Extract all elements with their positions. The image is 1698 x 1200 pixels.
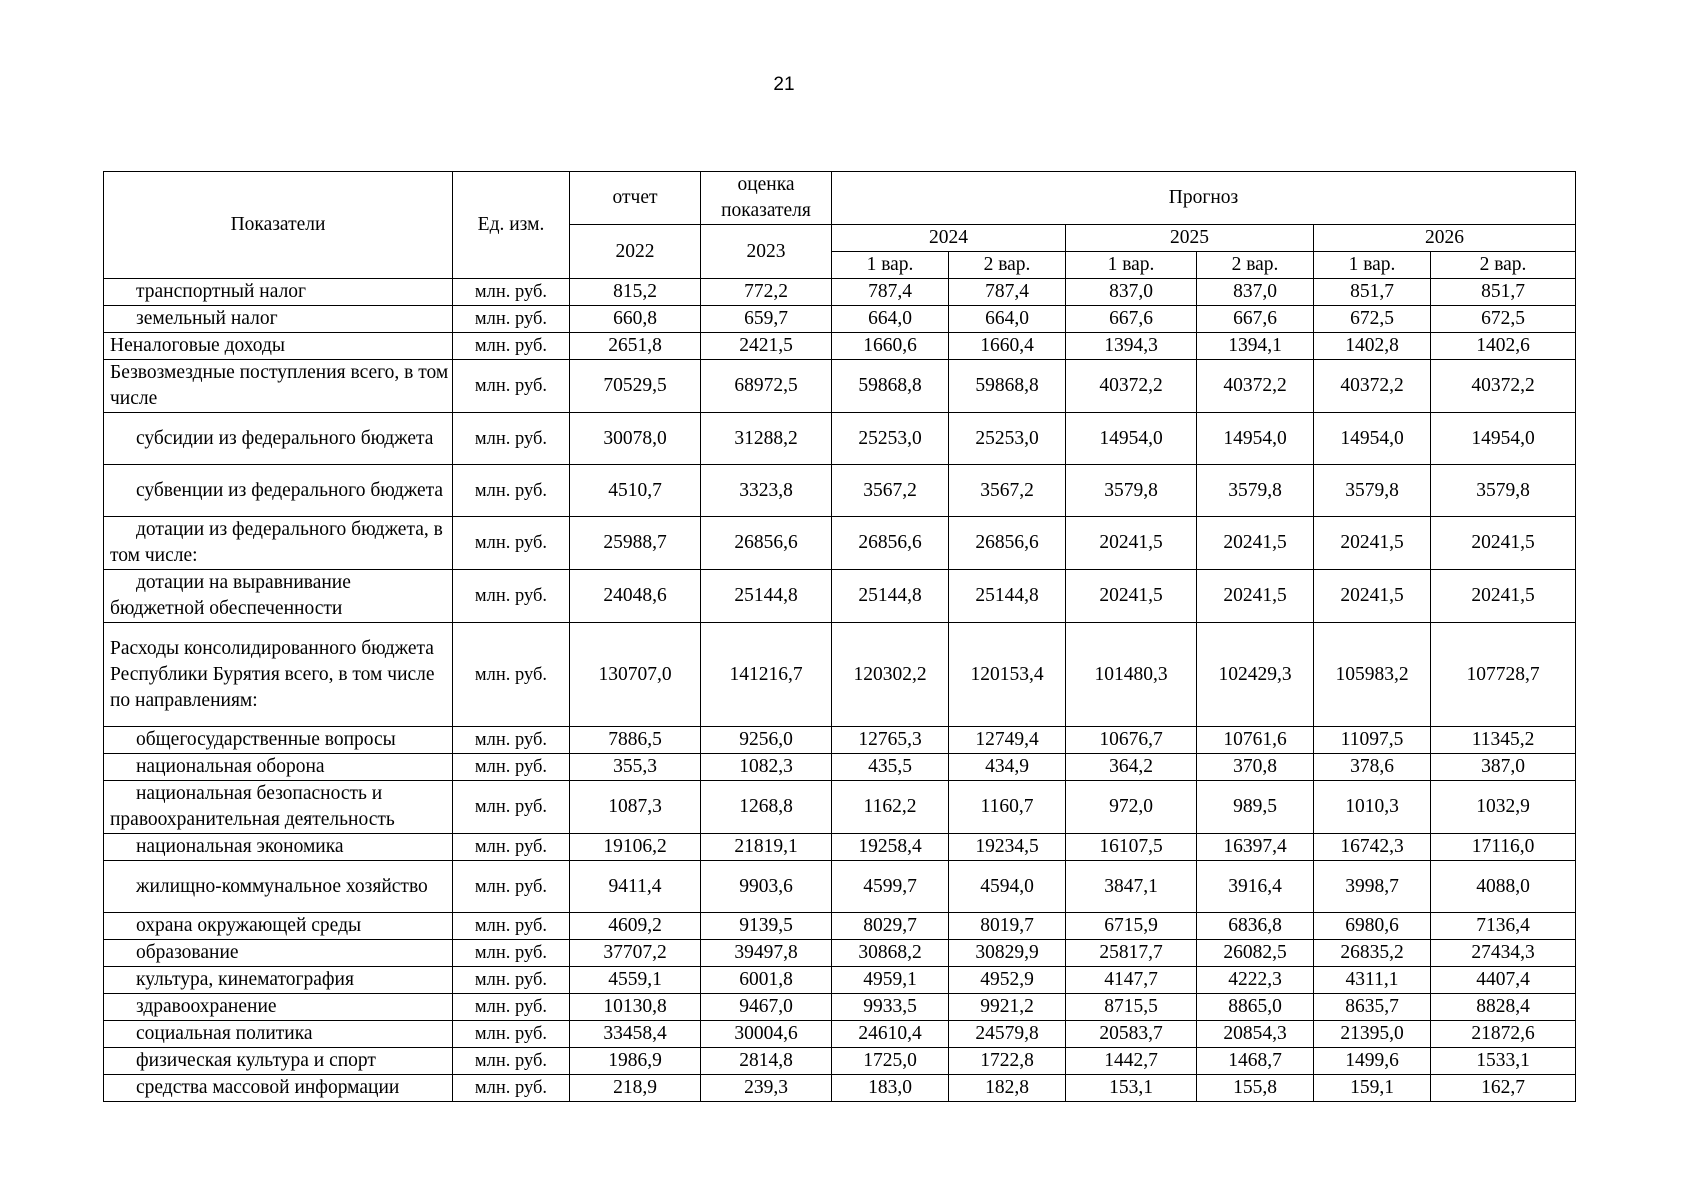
value-2026-var1: 4311,1 bbox=[1314, 967, 1431, 994]
value-2022: 1986,9 bbox=[570, 1048, 701, 1075]
value-2024-var2: 3567,2 bbox=[949, 465, 1066, 517]
table-row bbox=[104, 994, 1576, 1021]
value-2022: 4559,1 bbox=[570, 967, 701, 994]
value-2022: 7886,5 bbox=[570, 727, 701, 754]
value-2022: 1087,3 bbox=[570, 781, 701, 834]
row-name: национальная оборона bbox=[104, 754, 453, 781]
header-2025-var2: 2 вар. bbox=[1197, 252, 1314, 279]
header-2024-var1: 1 вар. bbox=[832, 252, 949, 279]
value-2024-var2: 8019,7 bbox=[949, 913, 1066, 940]
value-2022: 37707,2 bbox=[570, 940, 701, 967]
value-2023: 68972,5 bbox=[701, 360, 832, 413]
table-row bbox=[104, 360, 1576, 413]
value-2026-var2: 8828,4 bbox=[1431, 994, 1576, 1021]
value-2026-var1: 851,7 bbox=[1314, 279, 1431, 306]
value-2025-var2: 837,0 bbox=[1197, 279, 1314, 306]
value-2026-var1: 14954,0 bbox=[1314, 413, 1431, 465]
table-row bbox=[104, 967, 1576, 994]
value-2025-var2: 20241,5 bbox=[1197, 517, 1314, 570]
value-2022: 355,3 bbox=[570, 754, 701, 781]
row-name: национальная экономика bbox=[104, 834, 453, 861]
value-2025-var1: 16107,5 bbox=[1066, 834, 1197, 861]
value-2023: 9139,5 bbox=[701, 913, 832, 940]
value-2025-var2: 16397,4 bbox=[1197, 834, 1314, 861]
value-2024-var1: 1660,6 bbox=[832, 333, 949, 360]
value-2024-var2: 59868,8 bbox=[949, 360, 1066, 413]
value-2022: 33458,4 bbox=[570, 1021, 701, 1048]
value-2025-var2: 40372,2 bbox=[1197, 360, 1314, 413]
value-2026-var1: 20241,5 bbox=[1314, 517, 1431, 570]
header-2026-var2: 2 вар. bbox=[1431, 252, 1576, 279]
value-2024-var2: 4952,9 bbox=[949, 967, 1066, 994]
table-row bbox=[104, 517, 1576, 570]
value-2024-var2: 434,9 bbox=[949, 754, 1066, 781]
value-2024-var1: 787,4 bbox=[832, 279, 949, 306]
value-2025-var1: 20583,7 bbox=[1066, 1021, 1197, 1048]
value-2026-var2: 14954,0 bbox=[1431, 413, 1576, 465]
value-2024-var1: 25144,8 bbox=[832, 570, 949, 623]
value-2025-var1: 10676,7 bbox=[1066, 727, 1197, 754]
row-unit: млн. руб. bbox=[453, 1021, 570, 1048]
value-2023: 659,7 bbox=[701, 306, 832, 333]
row-name: транспортный налог bbox=[104, 279, 453, 306]
value-2024-var1: 24610,4 bbox=[832, 1021, 949, 1048]
value-2026-var2: 672,5 bbox=[1431, 306, 1576, 333]
value-2026-var1: 1010,3 bbox=[1314, 781, 1431, 834]
value-2023: 30004,6 bbox=[701, 1021, 832, 1048]
row-unit: млн. руб. bbox=[453, 967, 570, 994]
table-row bbox=[104, 570, 1576, 623]
table-row bbox=[104, 413, 1576, 465]
row-name: социальная политика bbox=[104, 1021, 453, 1048]
row-unit: млн. руб. bbox=[453, 279, 570, 306]
value-2022: 10130,8 bbox=[570, 994, 701, 1021]
value-2024-var1: 8029,7 bbox=[832, 913, 949, 940]
value-2025-var1: 153,1 bbox=[1066, 1075, 1197, 1102]
row-unit: млн. руб. bbox=[453, 834, 570, 861]
row-name: жилищно-коммунальное хозяйство bbox=[104, 861, 453, 913]
value-2024-var1: 25253,0 bbox=[832, 413, 949, 465]
table-row bbox=[104, 465, 1576, 517]
row-name: земельный налог bbox=[104, 306, 453, 333]
header-year-2026: 2026 bbox=[1314, 225, 1576, 252]
value-2024-var2: 182,8 bbox=[949, 1075, 1066, 1102]
value-2026-var2: 4407,4 bbox=[1431, 967, 1576, 994]
value-2024-var1: 183,0 bbox=[832, 1075, 949, 1102]
value-2025-var1: 1442,7 bbox=[1066, 1048, 1197, 1075]
value-2022: 19106,2 bbox=[570, 834, 701, 861]
value-2025-var2: 3579,8 bbox=[1197, 465, 1314, 517]
page-number: 21 bbox=[773, 74, 795, 95]
indicators-table bbox=[103, 171, 1576, 1102]
value-2023: 9903,6 bbox=[701, 861, 832, 913]
value-2026-var2: 17116,0 bbox=[1431, 834, 1576, 861]
value-2024-var2: 25144,8 bbox=[949, 570, 1066, 623]
value-2023: 21819,1 bbox=[701, 834, 832, 861]
row-name: субсидии из федерального бюджета bbox=[104, 413, 453, 465]
row-unit: млн. руб. bbox=[453, 413, 570, 465]
value-2025-var1: 972,0 bbox=[1066, 781, 1197, 834]
value-2024-var2: 1160,7 bbox=[949, 781, 1066, 834]
value-2026-var2: 3579,8 bbox=[1431, 465, 1576, 517]
value-2026-var1: 378,6 bbox=[1314, 754, 1431, 781]
table-row bbox=[104, 861, 1576, 913]
table-row bbox=[104, 279, 1576, 306]
value-2026-var2: 1032,9 bbox=[1431, 781, 1576, 834]
header-year-2022: 2022 bbox=[570, 225, 701, 279]
value-2024-var2: 664,0 bbox=[949, 306, 1066, 333]
row-name: Безвозмездные поступления всего, в том числе bbox=[104, 360, 453, 413]
row-unit: млн. руб. bbox=[453, 465, 570, 517]
value-2023: 3323,8 bbox=[701, 465, 832, 517]
value-2025-var2: 989,5 bbox=[1197, 781, 1314, 834]
value-2022: 25988,7 bbox=[570, 517, 701, 570]
value-2024-var1: 59868,8 bbox=[832, 360, 949, 413]
value-2024-var1: 26856,6 bbox=[832, 517, 949, 570]
row-unit: млн. руб. bbox=[453, 754, 570, 781]
value-2026-var2: 1533,1 bbox=[1431, 1048, 1576, 1075]
header-2026-var1: 1 вар. bbox=[1314, 252, 1431, 279]
value-2024-var1: 435,5 bbox=[832, 754, 949, 781]
row-name: субвенции из федерального бюджета bbox=[104, 465, 453, 517]
value-2026-var1: 672,5 bbox=[1314, 306, 1431, 333]
value-2026-var1: 26835,2 bbox=[1314, 940, 1431, 967]
value-2025-var2: 1468,7 bbox=[1197, 1048, 1314, 1075]
row-unit: млн. руб. bbox=[453, 727, 570, 754]
value-2023: 26856,6 bbox=[701, 517, 832, 570]
value-2025-var1: 364,2 bbox=[1066, 754, 1197, 781]
value-2025-var2: 6836,8 bbox=[1197, 913, 1314, 940]
value-2025-var2: 370,8 bbox=[1197, 754, 1314, 781]
value-2023: 9256,0 bbox=[701, 727, 832, 754]
value-2025-var1: 3579,8 bbox=[1066, 465, 1197, 517]
row-unit: млн. руб. bbox=[453, 861, 570, 913]
row-name: физическая культура и спорт bbox=[104, 1048, 453, 1075]
value-2022: 815,2 bbox=[570, 279, 701, 306]
value-2023: 25144,8 bbox=[701, 570, 832, 623]
value-2025-var2: 20241,5 bbox=[1197, 570, 1314, 623]
table-row bbox=[104, 333, 1576, 360]
value-2026-var1: 20241,5 bbox=[1314, 570, 1431, 623]
value-2026-var2: 107728,7 bbox=[1431, 623, 1576, 727]
value-2025-var1: 20241,5 bbox=[1066, 517, 1197, 570]
header-unit: Ед. изм. bbox=[453, 172, 570, 279]
value-2023: 39497,8 bbox=[701, 940, 832, 967]
value-2022: 218,9 bbox=[570, 1075, 701, 1102]
table-row bbox=[104, 623, 1576, 727]
value-2024-var1: 1162,2 bbox=[832, 781, 949, 834]
table-row bbox=[104, 1075, 1576, 1102]
table-header bbox=[104, 172, 1576, 279]
value-2024-var1: 4599,7 bbox=[832, 861, 949, 913]
value-2025-var2: 8865,0 bbox=[1197, 994, 1314, 1021]
value-2025-var2: 1394,1 bbox=[1197, 333, 1314, 360]
row-unit: млн. руб. bbox=[453, 1075, 570, 1102]
row-unit: млн. руб. bbox=[453, 623, 570, 727]
value-2024-var2: 25253,0 bbox=[949, 413, 1066, 465]
value-2023: 9467,0 bbox=[701, 994, 832, 1021]
value-2022: 24048,6 bbox=[570, 570, 701, 623]
value-2022: 660,8 bbox=[570, 306, 701, 333]
header-year-2023: 2023 bbox=[701, 225, 832, 279]
row-unit: млн. руб. bbox=[453, 306, 570, 333]
row-name: общегосударственные вопросы bbox=[104, 727, 453, 754]
value-2024-var2: 24579,8 bbox=[949, 1021, 1066, 1048]
row-unit: млн. руб. bbox=[453, 940, 570, 967]
value-2026-var2: 7136,4 bbox=[1431, 913, 1576, 940]
value-2026-var2: 21872,6 bbox=[1431, 1021, 1576, 1048]
value-2026-var1: 1402,8 bbox=[1314, 333, 1431, 360]
row-unit: млн. руб. bbox=[453, 994, 570, 1021]
row-name: Неналоговые доходы bbox=[104, 333, 453, 360]
value-2024-var2: 30829,9 bbox=[949, 940, 1066, 967]
table-row bbox=[104, 727, 1576, 754]
table-row bbox=[104, 1048, 1576, 1075]
value-2022: 9411,4 bbox=[570, 861, 701, 913]
value-2023: 2814,8 bbox=[701, 1048, 832, 1075]
table-row bbox=[104, 834, 1576, 861]
value-2022: 70529,5 bbox=[570, 360, 701, 413]
value-2024-var2: 19234,5 bbox=[949, 834, 1066, 861]
value-2023: 772,2 bbox=[701, 279, 832, 306]
value-2023: 239,3 bbox=[701, 1075, 832, 1102]
value-2026-var2: 387,0 bbox=[1431, 754, 1576, 781]
row-name: охрана окружающей среды bbox=[104, 913, 453, 940]
value-2023: 2421,5 bbox=[701, 333, 832, 360]
value-2025-var1: 101480,3 bbox=[1066, 623, 1197, 727]
row-unit: млн. руб. bbox=[453, 517, 570, 570]
value-2024-var1: 30868,2 bbox=[832, 940, 949, 967]
value-2025-var1: 4147,7 bbox=[1066, 967, 1197, 994]
value-2026-var1: 11097,5 bbox=[1314, 727, 1431, 754]
value-2026-var1: 8635,7 bbox=[1314, 994, 1431, 1021]
value-2022: 4609,2 bbox=[570, 913, 701, 940]
row-unit: млн. руб. bbox=[453, 913, 570, 940]
value-2024-var1: 120302,2 bbox=[832, 623, 949, 727]
value-2025-var2: 667,6 bbox=[1197, 306, 1314, 333]
value-2024-var1: 664,0 bbox=[832, 306, 949, 333]
header-2024-var2: 2 вар. bbox=[949, 252, 1066, 279]
value-2025-var2: 10761,6 bbox=[1197, 727, 1314, 754]
row-name: образование bbox=[104, 940, 453, 967]
value-2026-var1: 105983,2 bbox=[1314, 623, 1431, 727]
header-year-2025: 2025 bbox=[1066, 225, 1314, 252]
value-2026-var1: 21395,0 bbox=[1314, 1021, 1431, 1048]
value-2024-var2: 26856,6 bbox=[949, 517, 1066, 570]
value-2024-var1: 4959,1 bbox=[832, 967, 949, 994]
header-estimate: оценка показателя bbox=[701, 172, 832, 225]
value-2025-var2: 14954,0 bbox=[1197, 413, 1314, 465]
header-report: отчет bbox=[570, 172, 701, 225]
row-name: дотации на выравнивание бюджетной обеспеченности bbox=[104, 570, 453, 623]
table-row bbox=[104, 1021, 1576, 1048]
value-2024-var1: 1725,0 bbox=[832, 1048, 949, 1075]
table-row bbox=[104, 306, 1576, 333]
value-2024-var2: 1660,4 bbox=[949, 333, 1066, 360]
table-row bbox=[104, 781, 1576, 834]
value-2025-var1: 20241,5 bbox=[1066, 570, 1197, 623]
value-2026-var2: 40372,2 bbox=[1431, 360, 1576, 413]
value-2022: 130707,0 bbox=[570, 623, 701, 727]
value-2024-var2: 12749,4 bbox=[949, 727, 1066, 754]
value-2026-var1: 6980,6 bbox=[1314, 913, 1431, 940]
value-2026-var2: 162,7 bbox=[1431, 1075, 1576, 1102]
value-2025-var1: 3847,1 bbox=[1066, 861, 1197, 913]
row-unit: млн. руб. bbox=[453, 360, 570, 413]
value-2025-var2: 3916,4 bbox=[1197, 861, 1314, 913]
value-2026-var2: 4088,0 bbox=[1431, 861, 1576, 913]
value-2024-var2: 787,4 bbox=[949, 279, 1066, 306]
header-indicators: Показатели bbox=[104, 172, 453, 279]
row-unit: млн. руб. bbox=[453, 570, 570, 623]
value-2025-var1: 667,6 bbox=[1066, 306, 1197, 333]
value-2026-var1: 40372,2 bbox=[1314, 360, 1431, 413]
value-2024-var2: 120153,4 bbox=[949, 623, 1066, 727]
row-unit: млн. руб. bbox=[453, 333, 570, 360]
value-2025-var2: 26082,5 bbox=[1197, 940, 1314, 967]
table-row bbox=[104, 940, 1576, 967]
value-2025-var1: 25817,7 bbox=[1066, 940, 1197, 967]
value-2026-var2: 851,7 bbox=[1431, 279, 1576, 306]
value-2026-var1: 159,1 bbox=[1314, 1075, 1431, 1102]
row-name: дотации из федерального бюджета, в том числе: bbox=[104, 517, 453, 570]
value-2024-var1: 3567,2 bbox=[832, 465, 949, 517]
table-body bbox=[104, 279, 1576, 1102]
value-2026-var2: 20241,5 bbox=[1431, 517, 1576, 570]
value-2026-var2: 1402,6 bbox=[1431, 333, 1576, 360]
value-2023: 31288,2 bbox=[701, 413, 832, 465]
row-name: средства массовой информации bbox=[104, 1075, 453, 1102]
value-2026-var2: 27434,3 bbox=[1431, 940, 1576, 967]
value-2024-var2: 9921,2 bbox=[949, 994, 1066, 1021]
value-2025-var1: 8715,5 bbox=[1066, 994, 1197, 1021]
table-row bbox=[104, 754, 1576, 781]
value-2025-var1: 1394,3 bbox=[1066, 333, 1197, 360]
value-2026-var2: 20241,5 bbox=[1431, 570, 1576, 623]
value-2023: 1082,3 bbox=[701, 754, 832, 781]
value-2025-var2: 20854,3 bbox=[1197, 1021, 1314, 1048]
header-year-2024: 2024 bbox=[832, 225, 1066, 252]
value-2025-var1: 14954,0 bbox=[1066, 413, 1197, 465]
value-2024-var2: 1722,8 bbox=[949, 1048, 1066, 1075]
value-2026-var1: 16742,3 bbox=[1314, 834, 1431, 861]
value-2024-var2: 4594,0 bbox=[949, 861, 1066, 913]
value-2023: 1268,8 bbox=[701, 781, 832, 834]
row-name: национальная безопасность и правоохранительная деятельность bbox=[104, 781, 453, 834]
value-2026-var1: 1499,6 bbox=[1314, 1048, 1431, 1075]
table-row bbox=[104, 913, 1576, 940]
value-2026-var2: 11345,2 bbox=[1431, 727, 1576, 754]
value-2026-var1: 3579,8 bbox=[1314, 465, 1431, 517]
value-2022: 4510,7 bbox=[570, 465, 701, 517]
value-2025-var1: 40372,2 bbox=[1066, 360, 1197, 413]
value-2022: 30078,0 bbox=[570, 413, 701, 465]
row-unit: млн. руб. bbox=[453, 1048, 570, 1075]
row-name: здравоохранение bbox=[104, 994, 453, 1021]
value-2023: 6001,8 bbox=[701, 967, 832, 994]
value-2025-var1: 837,0 bbox=[1066, 279, 1197, 306]
value-2024-var1: 12765,3 bbox=[832, 727, 949, 754]
value-2023: 141216,7 bbox=[701, 623, 832, 727]
value-2024-var1: 9933,5 bbox=[832, 994, 949, 1021]
value-2025-var2: 102429,3 bbox=[1197, 623, 1314, 727]
row-name: Расходы консолидированного бюджета Республики Бурятия всего, в том числе по направлениям: bbox=[104, 623, 453, 727]
value-2026-var1: 3998,7 bbox=[1314, 861, 1431, 913]
value-2025-var2: 4222,3 bbox=[1197, 967, 1314, 994]
value-2025-var2: 155,8 bbox=[1197, 1075, 1314, 1102]
row-name: культура, кинематография bbox=[104, 967, 453, 994]
row-unit: млн. руб. bbox=[453, 781, 570, 834]
header-2025-var1: 1 вар. bbox=[1066, 252, 1197, 279]
value-2022: 2651,8 bbox=[570, 333, 701, 360]
value-2024-var1: 19258,4 bbox=[832, 834, 949, 861]
value-2025-var1: 6715,9 bbox=[1066, 913, 1197, 940]
header-forecast: Прогноз bbox=[832, 172, 1576, 225]
